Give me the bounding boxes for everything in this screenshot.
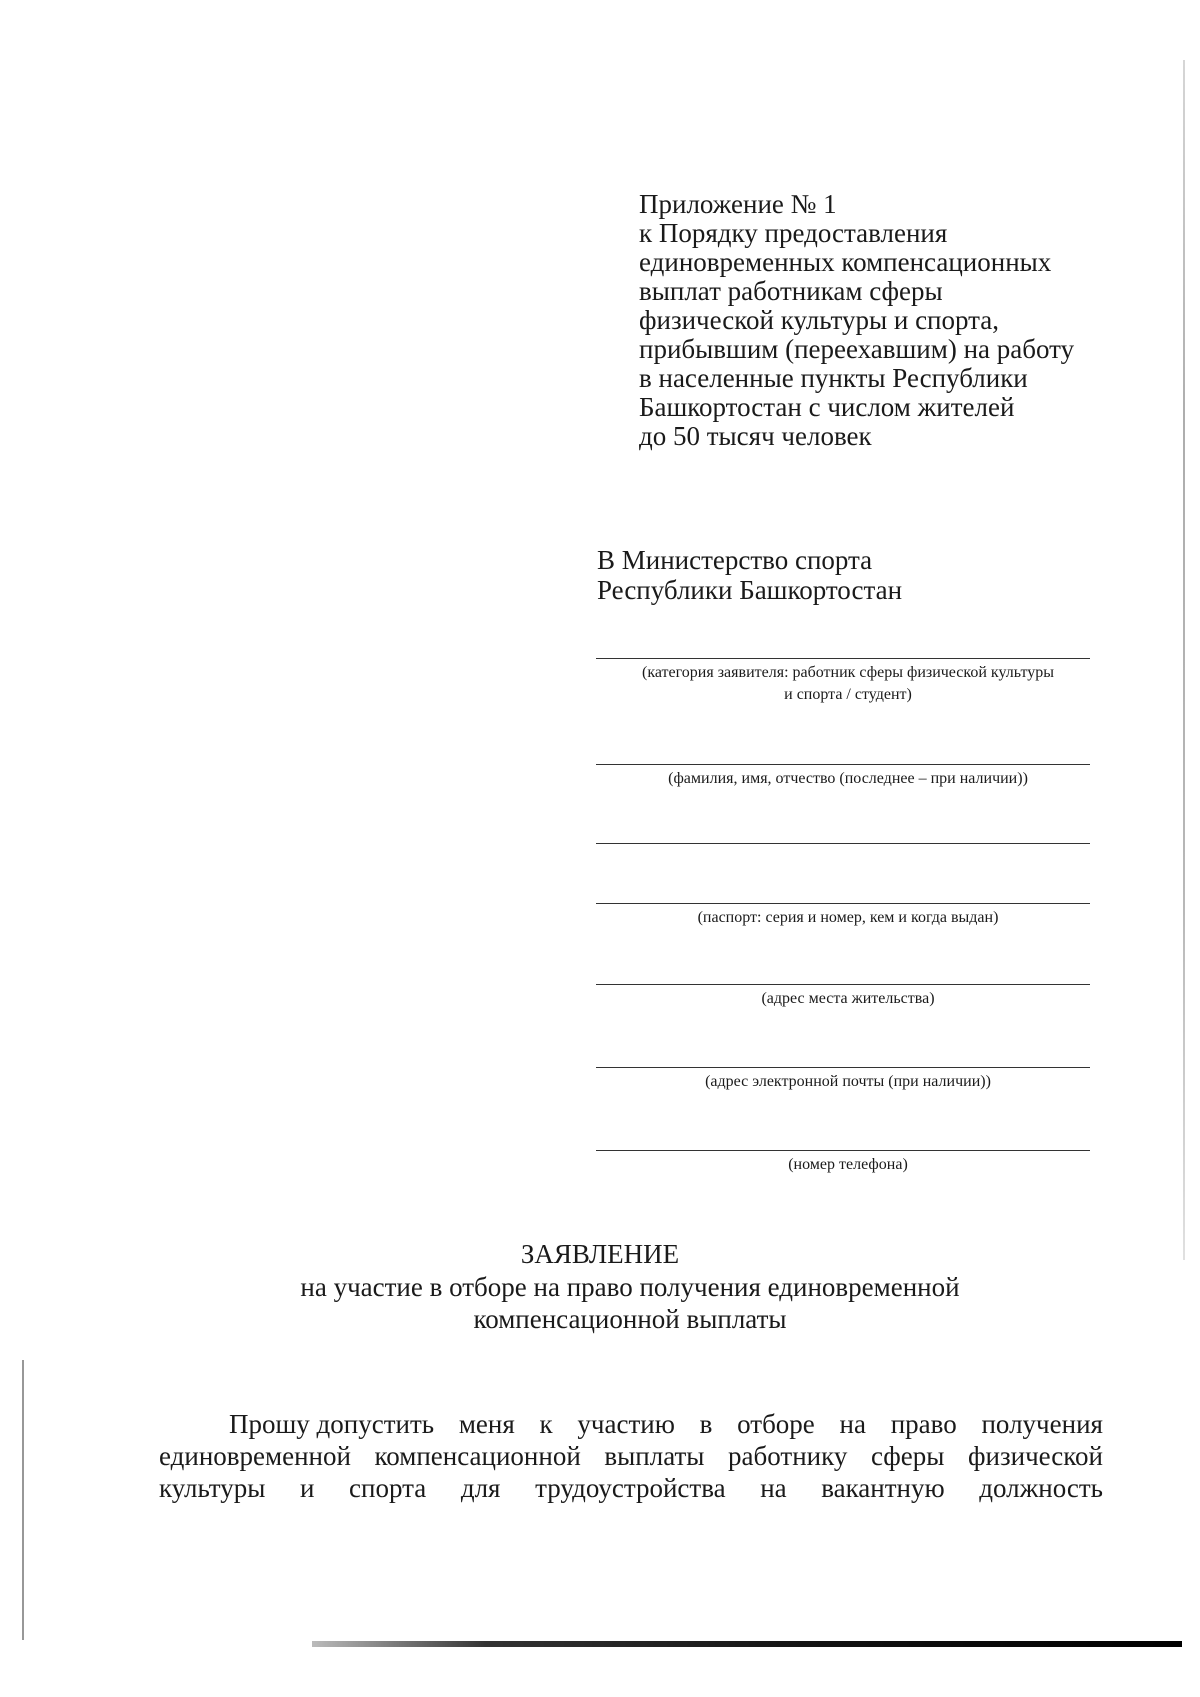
field-caption: (фамилия, имя, отчество (последнее – при наличии))	[668, 770, 1028, 787]
word: культуры	[159, 1473, 266, 1503]
word: сферы	[870, 1441, 945, 1471]
addressee-line-2: Республики Башкортостан	[597, 575, 903, 605]
word: работнику	[728, 1441, 848, 1471]
annex-header	[639, 190, 1159, 451]
annex-line: физической культуры и спорта,	[639, 305, 1000, 335]
statement-title: ЗАЯВЛЕНИЕ	[520, 1239, 680, 1269]
email-field[interactable]	[596, 1067, 1090, 1093]
field-caption: (номер телефона)	[788, 1156, 908, 1173]
statement-body	[159, 1408, 1103, 1504]
word: Прошу допустить	[229, 1409, 435, 1439]
addressee-line-1: В Министерство спорта	[597, 545, 873, 575]
fill-in-line[interactable]	[596, 1150, 1090, 1151]
scan-edge-left	[22, 1360, 24, 1640]
body-line-1	[159, 1408, 1103, 1440]
annex-line: Приложение № 1	[639, 189, 837, 219]
word: вакантную	[821, 1473, 945, 1503]
word: компенсационной	[374, 1441, 581, 1471]
passport-field[interactable]	[596, 903, 1090, 929]
phone-field[interactable]	[596, 1150, 1090, 1176]
body-line-2	[159, 1440, 1103, 1472]
word: должность	[979, 1473, 1103, 1503]
annex-line: Башкортостан с числом жителей	[639, 392, 1015, 422]
field-caption: (паспорт: серия и номер, кем и когда выдан)	[697, 909, 999, 926]
annex-line: до 50 тысяч человек	[639, 421, 872, 451]
word: меня	[458, 1409, 515, 1439]
word: в	[699, 1409, 713, 1439]
statement-subtitle	[200, 1271, 1060, 1335]
annex-line: выплат работникам сферы	[639, 276, 943, 306]
word: трудоустройства	[535, 1473, 726, 1503]
extra-line-field[interactable]	[596, 843, 1090, 844]
caption-line: и спорта / студент)	[784, 686, 912, 703]
word: единовременной	[159, 1441, 351, 1471]
caption-line: (категория заявителя: работник сферы физической культуры	[642, 664, 1054, 681]
fill-in-line[interactable]	[596, 843, 1090, 844]
annex-line: к Порядку предоставления	[639, 218, 948, 248]
subtitle-line: компенсационной выплаты	[473, 1304, 787, 1334]
scan-bottom-shadow	[312, 1641, 1182, 1647]
word: к	[539, 1409, 553, 1439]
word: выплаты	[604, 1441, 705, 1471]
word: на	[760, 1473, 787, 1503]
address-field[interactable]	[596, 984, 1090, 1010]
subtitle-line: на участие в отборе на право получения единовременной	[300, 1272, 960, 1302]
field-caption: (адрес места жительства)	[761, 990, 935, 1007]
word: для	[460, 1473, 501, 1503]
scan-edge-right	[1183, 60, 1185, 1260]
word: участию	[577, 1409, 675, 1439]
word: право	[890, 1409, 957, 1439]
fill-in-line[interactable]	[596, 903, 1090, 904]
full-name-field[interactable]	[596, 764, 1090, 790]
addressee	[597, 545, 902, 605]
annex-line: единовременных компенсационных	[639, 247, 1052, 277]
fill-in-line[interactable]	[596, 1067, 1090, 1068]
word: отборе	[737, 1409, 815, 1439]
annex-line: в населенные пункты Республики	[639, 363, 1028, 393]
applicant-category-field[interactable]	[596, 658, 1090, 706]
field-caption	[596, 662, 1090, 706]
fill-in-line[interactable]	[596, 658, 1090, 659]
word: физической	[968, 1441, 1103, 1471]
body-line-3	[159, 1472, 1103, 1504]
fill-in-line[interactable]	[596, 984, 1090, 985]
word: и	[300, 1473, 315, 1503]
word: получения	[981, 1409, 1103, 1439]
annex-line: прибывшим (переехавшим) на работу	[639, 334, 1075, 364]
field-caption: (адрес электронной почты (при наличии))	[705, 1073, 991, 1090]
word: на	[839, 1409, 866, 1439]
fill-in-line[interactable]	[596, 764, 1090, 765]
word: спорта	[349, 1473, 427, 1503]
